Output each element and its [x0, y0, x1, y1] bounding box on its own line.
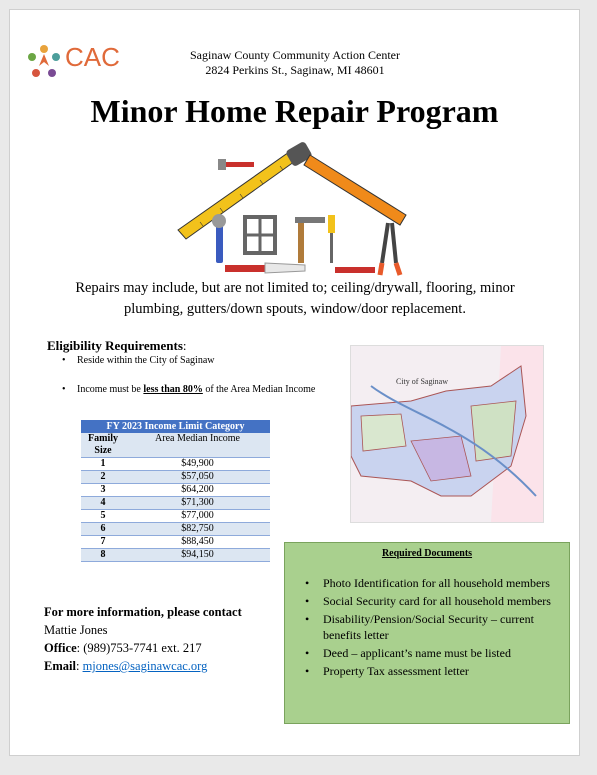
- table-row: 3 $64,200: [81, 484, 270, 497]
- tools-house-image: [170, 135, 410, 283]
- document-page: [9, 9, 580, 756]
- org-header: [130, 48, 460, 78]
- list-item: • Property Tax assessment letter: [303, 663, 563, 679]
- list-item: • Social Security card for all household members: [303, 593, 563, 609]
- table-row: 8 $94,150: [81, 549, 270, 562]
- col-area-median-income: Area Median Income: [125, 433, 270, 458]
- col-family-size: Family Size: [81, 433, 125, 458]
- table-row: 5 $77,000: [81, 510, 270, 523]
- eligibility-heading: Eligibility Requirements:: [47, 338, 187, 353]
- required-documents-heading: Required Documents: [381, 548, 473, 559]
- email-link[interactable]: mjones@saginawcac.org: [82, 659, 208, 673]
- table-row: 4 $71,300: [81, 497, 270, 510]
- city-map-image: [350, 345, 544, 523]
- list-item: • Deed – applicant’s name must be listed: [303, 645, 563, 661]
- eligibility-bullet: • Reside within the City of Saginaw: [62, 355, 215, 366]
- required-documents-list: [303, 575, 563, 681]
- org-address: 2824 Perkins St., Saginaw, MI 48601: [205, 63, 385, 77]
- table-row: 7 $88,450: [81, 536, 270, 549]
- org-name: Saginaw County Community Action Center: [190, 48, 400, 62]
- table-caption: FY 2023 Income Limit Category: [81, 420, 270, 433]
- table-row: 1 $49,900: [81, 458, 270, 471]
- contact-name: Mattie Jones: [44, 623, 108, 637]
- table-header-row: [81, 433, 270, 458]
- page-title: Minor Home Repair Program: [90, 93, 499, 129]
- people-circle-icon: [27, 44, 61, 80]
- contact-heading: For more information, please contact: [44, 605, 242, 619]
- table-row: 2 $57,050: [81, 471, 270, 484]
- list-item: • Photo Identification for all household members: [303, 575, 563, 591]
- contact-info: [44, 603, 242, 675]
- cac-logo: [27, 42, 127, 82]
- income-limit-table: [81, 420, 270, 562]
- contact-office: Office: (989)753-7741 ext. 217: [44, 641, 202, 655]
- repairs-text: Repairs may include, but are not limited to; ceiling/drywall, flooring, minor plumbing, gutters/down spouts, window/door replacement.: [75, 280, 515, 317]
- list-item: • Disability/Pension/Social Security – current benefits letter: [303, 611, 563, 643]
- contact-email: Email: mjones@saginawcac.org: [44, 659, 208, 673]
- logo-text: CAC: [65, 42, 120, 72]
- eligibility-bullet: • Income must be less than 80% of the Area Median Income: [62, 384, 315, 395]
- table-row: 6 $82,750: [81, 523, 270, 536]
- required-documents-box: [284, 542, 570, 724]
- map-label: City of Saginaw: [396, 377, 448, 386]
